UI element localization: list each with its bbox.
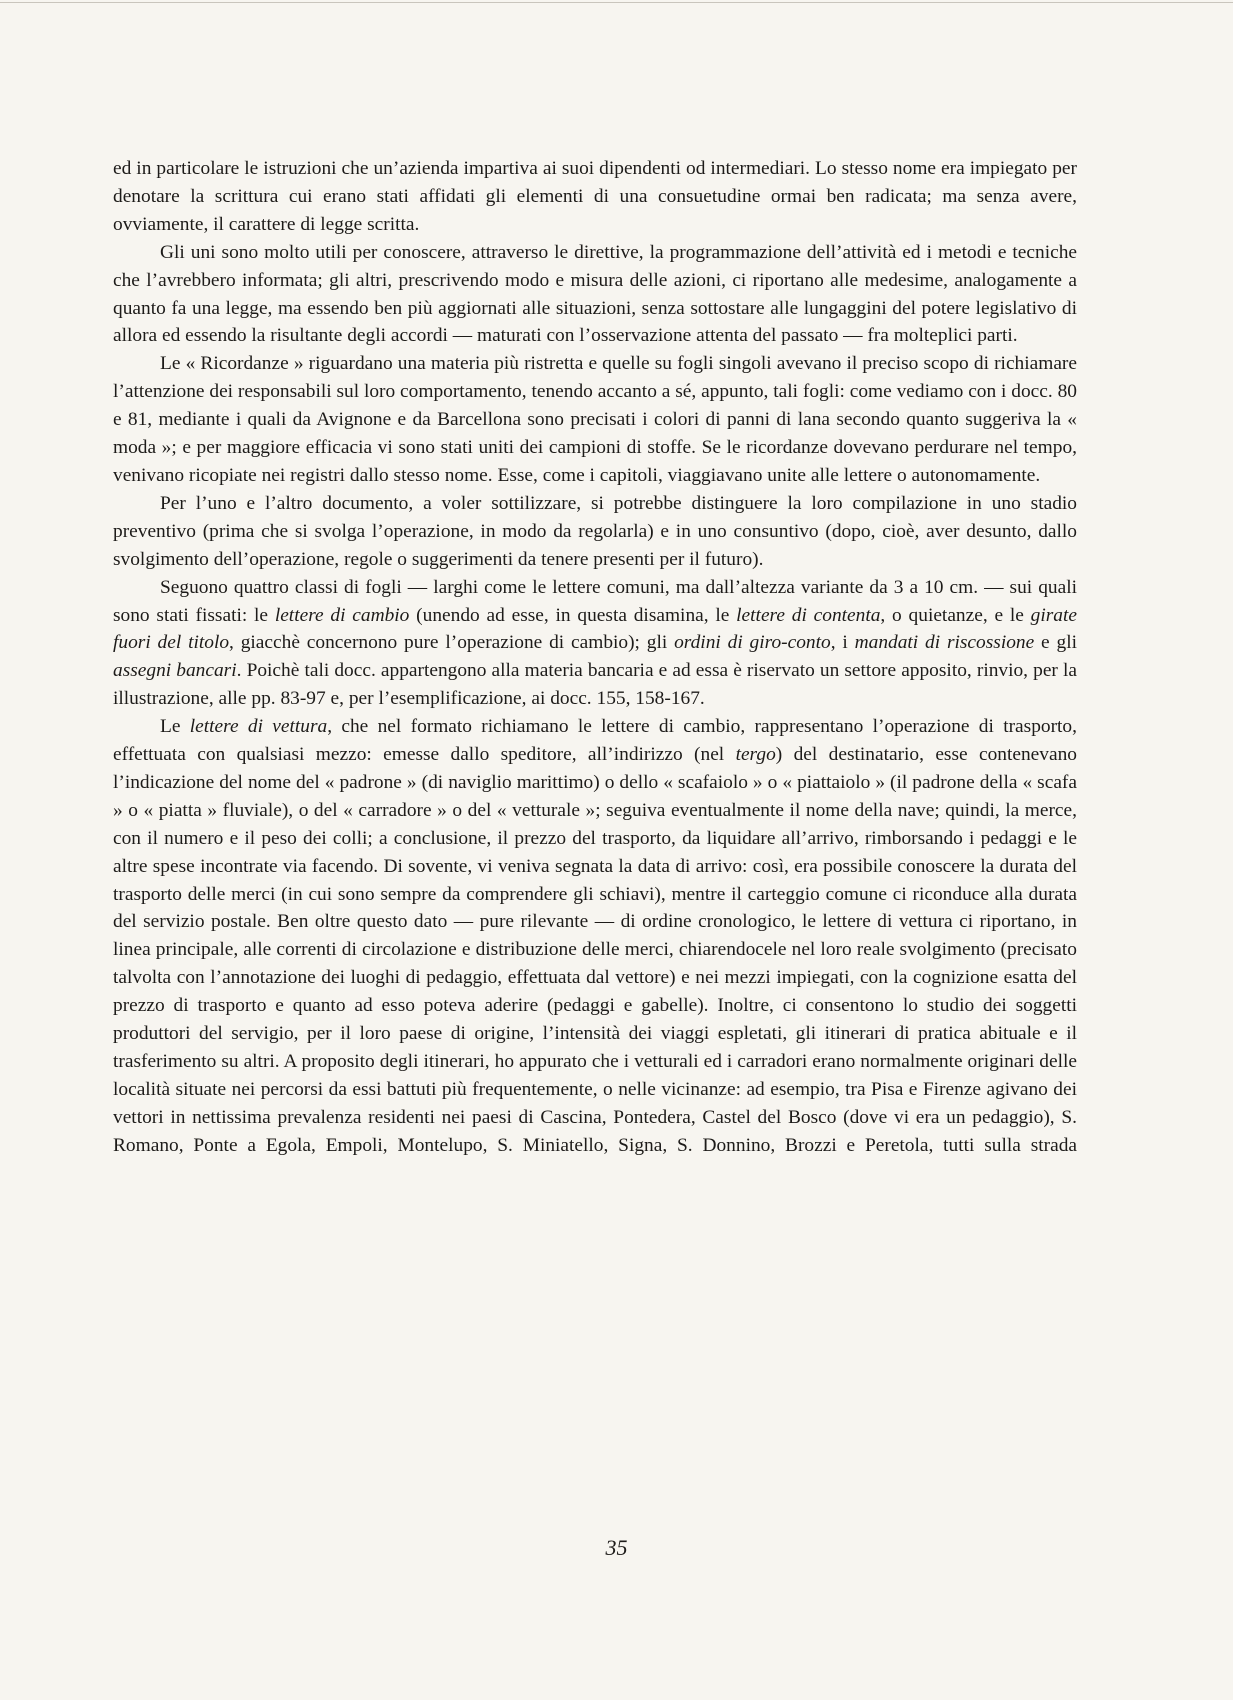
text-segment: , che nel formato richiamano le lettere di cambio, rappresentano l’operazione di trasporto, effettuata con qualsiasi mezzo: emesse dallo speditore, all’indirizzo (nel (113, 716, 1077, 766)
text-segment: Seguono quattro classi di fogli — larghi come le lettere comuni, ma dall’altezza variante da 3 a 10 cm. — sui quali sono stati fissati: le (113, 576, 1077, 626)
text-segment: ) del destinatario, esse contenevano l’indicazione del nome del « padrone » (di naviglio marittimo) o dello « scafaiolo » o « piattaiolo » (il padrone della « scafa » o « piatta » fluviale), o del « carradore » o del « vetturale »; seguiva eventualmente il nome della nave; quindi, la merce, con il numero e il peso dei colli; a conclusione, il prezzo del trasporto, da liquidare all’arrivo, rimborsando i pedaggi e le altre spese incontrate via facendo. Di sovente, vi veniva segnata la data di arrivo: così, era possibile conoscere la durata del trasporto delle merci (in cui sono sempre da comprendere gli schiavi), mentre il carteggio comune ci riconduce alla durata del servizio postale. Ben oltre questo dato — pure rilevante — di ordine cronologico, le lettere di vettura ci riportano, in linea principale, alle correnti di circolazione e distribuzione delle merci, chiarendocele nel loro reale svolgimento (precisato talvolta con l’annotazione dei luoghi di pedaggio, effettuata dal vettore) e nei mezzi impiegati, con la cognizione esatta del prezzo di trasporto e quanto ad esso poteva aderire (pedaggi e gabelle). Inoltre, ci consentono lo studio dei soggetti produttori del servigio, per il loro paese di origine, l’intensità dei viaggi espletati, gli itinerari di pratica abituale e il trasferimento su altri. A proposito degli itinerari, ho appurato che i vetturali ed i carradori erano normalmente originari delle località situate nei percorsi da essi battuti più frequentemente, o nelle vicinanze: ad esempio, tra Pisa e Firenze agivano dei vettori in nettissima prevalenza residenti nei paesi di Cascina, Pontedera, Castel del Bosco (dove vi era un pedaggio), S. Romano, Ponte a Egola, Empoli, Montelupo, S. Miniatello, Signa, S. Donnino, Brozzi e Peretola, tutti sulla strada (113, 744, 1077, 1156)
paragraph-2 (113, 239, 1077, 351)
paragraph-1-text: ed in particolare le istruzioni che un’azienda impartiva ai suoi dipendenti od intermediari. Lo stesso nome era impiegato per denotare la scrittura cui erano stati affidati gli elementi di una consuetudine ormai ben radicata; ma senza avere, ovviamente, il carattere di legge scritta. (113, 158, 1077, 235)
italic-term: lettere di contenta (736, 604, 881, 626)
paragraph-1 (113, 155, 1077, 239)
text-segment: (unendo ad esse, in questa disamina, le (409, 604, 737, 626)
text-segment: , giacchè concernono pure l’operazione di cambio); gli (229, 632, 675, 654)
italic-term: girate fuori del titolo (113, 604, 1077, 654)
paragraph-3 (113, 350, 1077, 490)
text-segment: . Poichè tali docc. appartengono alla materia bancaria e ad essa è riservato un settore apposito, rinvio, per la illustrazione, alle pp. 83-97 e, per l’esemplificazione, ai docc. 155, 158-167. (113, 660, 1078, 710)
italic-term: ordini di giro-conto (674, 632, 831, 654)
text-segment: , o quietanze, e le (880, 604, 1031, 626)
italic-term: mandati di riscossione (854, 632, 1035, 654)
paragraph-2-text: Gli uni sono molto utili per conoscere, attraverso le direttive, la programmazione dell’attività ed i metodi e tecniche che l’avrebbero informata; gli altri, prescrivendo modo e misura delle azioni, ci riportano alle medesime, analogamente a quanto fa una legge, ma essendo ben più aggiornati alle situazioni, senza sottostare alle lungaggini del potere legislativo di allora ed essendo la risultante degli accordi — maturati con l’osservazione attenta del passato — fra molteplici parti. (113, 241, 1077, 347)
text-segment: e gli (1034, 632, 1077, 654)
paragraph-4 (113, 490, 1077, 574)
paragraph-4-text: Per l’uno e l’altro documento, a voler sottilizzare, si potrebbe distinguere la loro compilazione in uno stadio preventivo (prima che si svolga l’operazione, in modo da regolarla) e in uno consuntivo (dopo, cioè, aver desunto, dallo svolgimento dell’operazione, regole o suggerimenti da tenere presenti per il futuro). (113, 492, 1077, 570)
paragraph-6 (113, 713, 1077, 1160)
paragraph-5 (113, 574, 1077, 714)
italic-term: lettere di cambio (274, 604, 410, 626)
text-segment: Le (160, 716, 190, 738)
text-segment: , i (830, 632, 855, 654)
paragraph-3-text: Le « Ricordanze » riguardano una materia più ristretta e quelle su fogli singoli avevano il preciso scopo di richiamare l’attenzione dei responsabili sul loro comportamento, tenendo accanto a sé, appunto, tali fogli: come vediamo con i docc. 80 e 81, mediante i quali da Avignone e da Barcellona sono precisati i colori di panni di lana secondo quanto suggeriva la « moda »; e per maggiore efficacia vi sono stati uniti dei campioni di stoffe. Se le ricordanze dovevano perdurare nel tempo, venivano ricopiate nei registri dallo stesso nome. Esse, come i capitoli, viaggiavano unite alle lettere o autonomamente. (113, 353, 1077, 486)
body-text (113, 155, 1077, 1160)
italic-term: assegni bancari (113, 660, 237, 682)
italic-term: tergo (735, 744, 776, 766)
italic-term: lettere di vettura (189, 716, 328, 738)
page-number: 35 (605, 1535, 628, 1560)
top-rule (0, 2, 1233, 3)
